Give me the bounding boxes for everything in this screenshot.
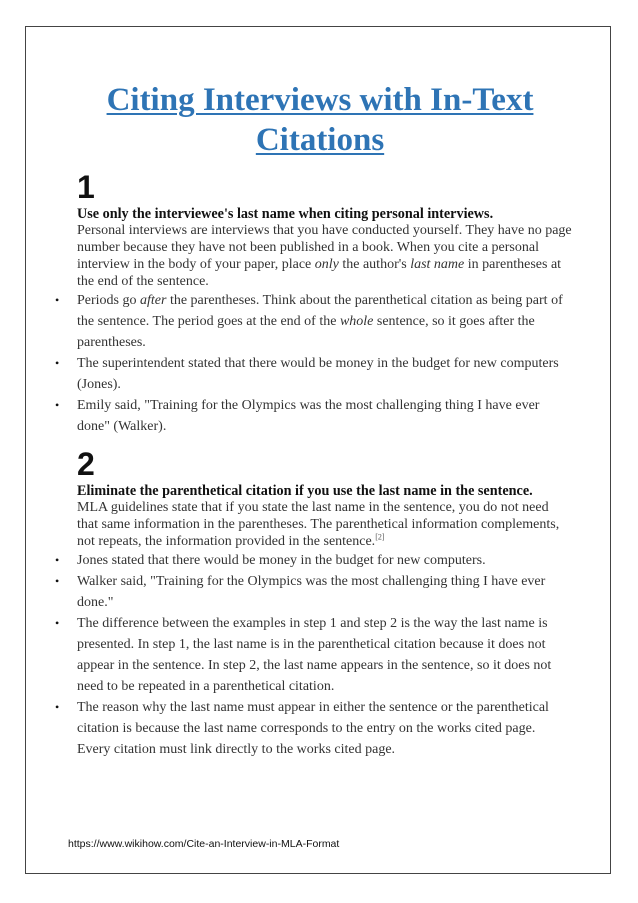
bullet-text: The superintendent stated that there would be money in the budget for new computers (Jones). [77,356,559,392]
footer-source-url[interactable]: https://www.wikihow.com/Cite-an-Interview-in-MLA-Format [68,838,340,850]
bullet-emphasis-after: after [140,293,167,308]
bullet-text-2: the parentheses. Think about the parenthetical citation as being part of the sentence. The period goes at the end of the [77,293,563,329]
step-body-2-text: MLA guidelines state that if you state the last name in the sentence, you do not need that same information in the parentheses. The parenthetical information complements, not repeats, the information provided in the sentence. [77,500,560,549]
bullet-text: Walker said, "Training for the Olympics was the most challenging thing I have ever done." [77,574,546,610]
list-item [52,395,572,437]
bullet-text: Periods go [77,293,140,308]
bullet-icon: • [55,574,60,588]
step-1-bullet-list [52,290,572,437]
bullet-text: The reason why the last name must appear in either the sentence or the parenthetical citation is because the last name corresponds to the entry on the works cited page. Every citation must link directly to the works cited page. [77,700,549,757]
step-heading-2: Eliminate the parenthetical citation if you use the last name in the sentence. [77,483,533,499]
bullet-text: The difference between the examples in step 1 and step 2 is the way the last name is presented. In step 1, the last name is in the parenthetical citation because it does not appear in the sentence. In step 2, the last name appears in the sentence, so it does not need to be repeated in a parenthetical citation. [77,616,552,694]
bullet-icon: • [55,616,60,630]
bullet-icon: • [55,293,60,307]
list-item [52,353,572,395]
step-body-1-emphasis-only: only [314,257,339,272]
list-item [52,571,572,613]
footnote-marker[interactable]: [2] [375,532,385,542]
bullet-text-3: sentence, so it goes after the parentheses. [77,314,535,350]
step-number-2: 2 [77,446,95,482]
bullet-text: Emily said, "Training for the Olympics was the most challenging thing I have ever done" (Walker). [77,398,540,434]
bullet-icon: • [55,398,60,412]
list-item [52,290,572,353]
bullet-emphasis-whole: whole [339,314,374,329]
step-2-bullet-list [52,550,572,760]
document-content [52,168,572,760]
bullet-icon: • [55,700,60,714]
step-body-1 [77,222,572,290]
list-item [52,550,572,571]
step-number-1: 1 [77,169,95,205]
list-item [52,613,572,697]
bullet-icon: • [55,553,60,567]
page-title: Citing Interviews with In-Text Citations [106,82,534,158]
list-item [52,697,572,760]
step-body-2 [77,499,572,550]
step-body-1-text-2: the author's [338,257,411,272]
step-heading-1: Use only the interviewee's last name when citing personal interviews. [77,206,494,222]
step-body-1-text-3: in parentheses at the end of the sentence. [77,257,562,289]
step-body-1-emphasis-last-name: last name [410,257,465,272]
step-body-1-text: Personal interviews are interviews that you have conducted yourself. They have no page number because they have not been published in a book. When you cite a personal interview in the body of your paper, place [77,223,572,272]
bullet-text: Jones stated that there would be money in the budget for new computers. [77,553,486,568]
bullet-icon: • [55,356,60,370]
